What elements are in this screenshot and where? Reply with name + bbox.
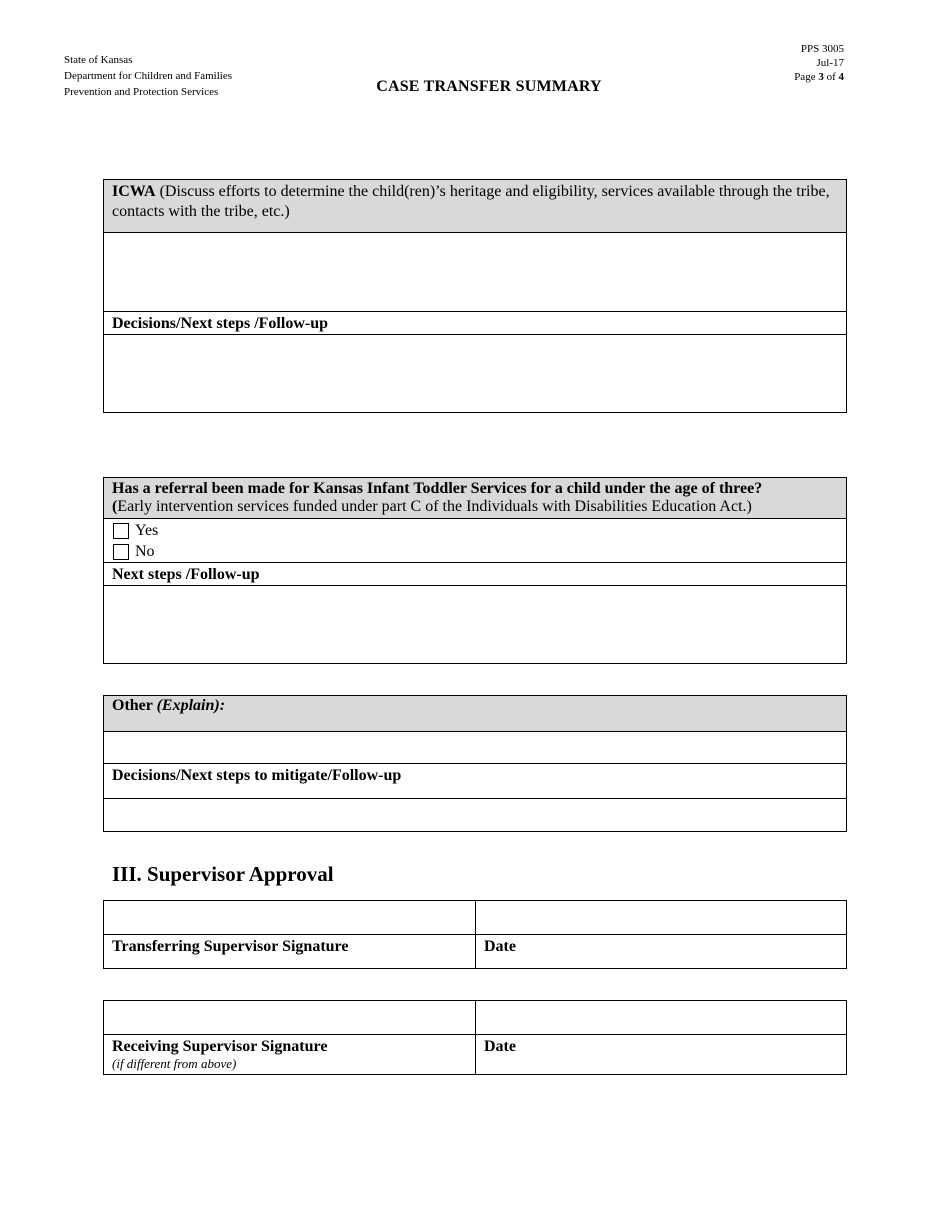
page-indicator [794,70,844,84]
other-response-field[interactable] [104,731,846,763]
form-date: Jul-17 [816,57,844,69]
receiving-label-cell [104,1035,476,1074]
icwa-section [103,179,847,413]
agency-department: Department for Children and Families [64,70,233,82]
page-prefix: Page [794,71,819,83]
form-meta [794,42,844,84]
page-total: 4 [838,71,844,83]
icwa-decisions-header [104,311,846,334]
transferring-date-label: Date [484,938,516,955]
other-header [104,696,846,731]
transferring-label-row [104,934,846,968]
other-label-italic: (Explain): [156,697,226,714]
other-label-bold: Other [112,697,157,714]
infant-toddler-next-steps-label: Next steps /Follow-up [112,566,260,583]
infant-toddler-section [103,477,847,664]
form-number: PPS 3005 [800,43,844,55]
page-current: 3 [818,71,824,83]
agency-division: Prevention and Protection Services [64,86,219,98]
infant-toddler-note: Early intervention services funded under part C of the Individuals with Disabilities Education Act.) [117,498,752,515]
infant-toddler-header [104,478,846,518]
receiving-date-cell [476,1035,846,1074]
other-section [103,695,847,832]
receiving-label-row [104,1034,846,1074]
yes-label: Yes [135,521,159,539]
infant-toddler-next-steps-field[interactable] [104,585,846,663]
transferring-date-cell [476,935,846,968]
option-no[interactable] [104,541,846,562]
receiving-date-label: Date [484,1038,516,1055]
page-of: of [823,71,839,83]
other-decisions-header [104,763,846,798]
icwa-decisions-field[interactable] [104,334,846,412]
transferring-signature-label: Transferring Supervisor Signature [112,938,349,955]
no-checkbox[interactable] [113,544,129,560]
transferring-signature-row [104,901,846,934]
transferring-supervisor-block [103,900,847,969]
other-decisions-text [104,799,846,803]
agency-state: State of Kansas [64,54,133,66]
infant-toddler-next-steps-text [104,586,846,590]
transferring-date-field[interactable] [476,901,846,934]
receiving-supervisor-block [103,1000,847,1075]
supervisor-approval-heading: III. Supervisor Approval [112,862,334,886]
receiving-date-field[interactable] [476,1001,846,1034]
icwa-label-bold: ICWA [112,183,156,200]
icwa-response-field[interactable] [104,232,846,311]
infant-toddler-question: Has a referral been made for Kansas Infant Toddler Services for a child under the age of three? [112,480,763,497]
icwa-label-description: (Discuss efforts to determine the child(ren)’s heritage and eligibility, services available through the tribe, contacts with the tribe, etc.) [112,183,830,220]
other-decisions-field[interactable] [104,798,846,831]
infant-toddler-note-line [112,498,838,516]
transferring-signature-field[interactable] [104,901,476,934]
other-decisions-label: Decisions/Next steps to mitigate/Follow-up [112,767,402,784]
infant-toddler-label [104,478,846,518]
infant-toddler-options [104,518,846,562]
receiving-signature-sublabel: (if different from above) [112,1056,237,1071]
document-title: CASE TRANSFER SUMMARY [376,78,602,95]
icwa-response-text [104,233,846,237]
infant-toddler-next-steps-header [104,562,846,585]
yes-checkbox[interactable] [113,523,129,539]
other-response-text [104,732,846,736]
transferring-label-cell [104,935,476,968]
icwa-decisions-label: Decisions/Next steps /Follow-up [112,315,328,332]
no-label: No [135,542,155,560]
icwa-label [104,180,846,224]
other-label [104,696,846,718]
option-yes[interactable] [104,520,846,541]
receiving-signature-label: Receiving Supervisor Signature [112,1038,328,1055]
receiving-signature-row [104,1001,846,1034]
icwa-decisions-text [104,335,846,339]
receiving-signature-field[interactable] [104,1001,476,1034]
infant-toddler-note-paren: ( [112,498,118,515]
icwa-header [104,180,846,232]
